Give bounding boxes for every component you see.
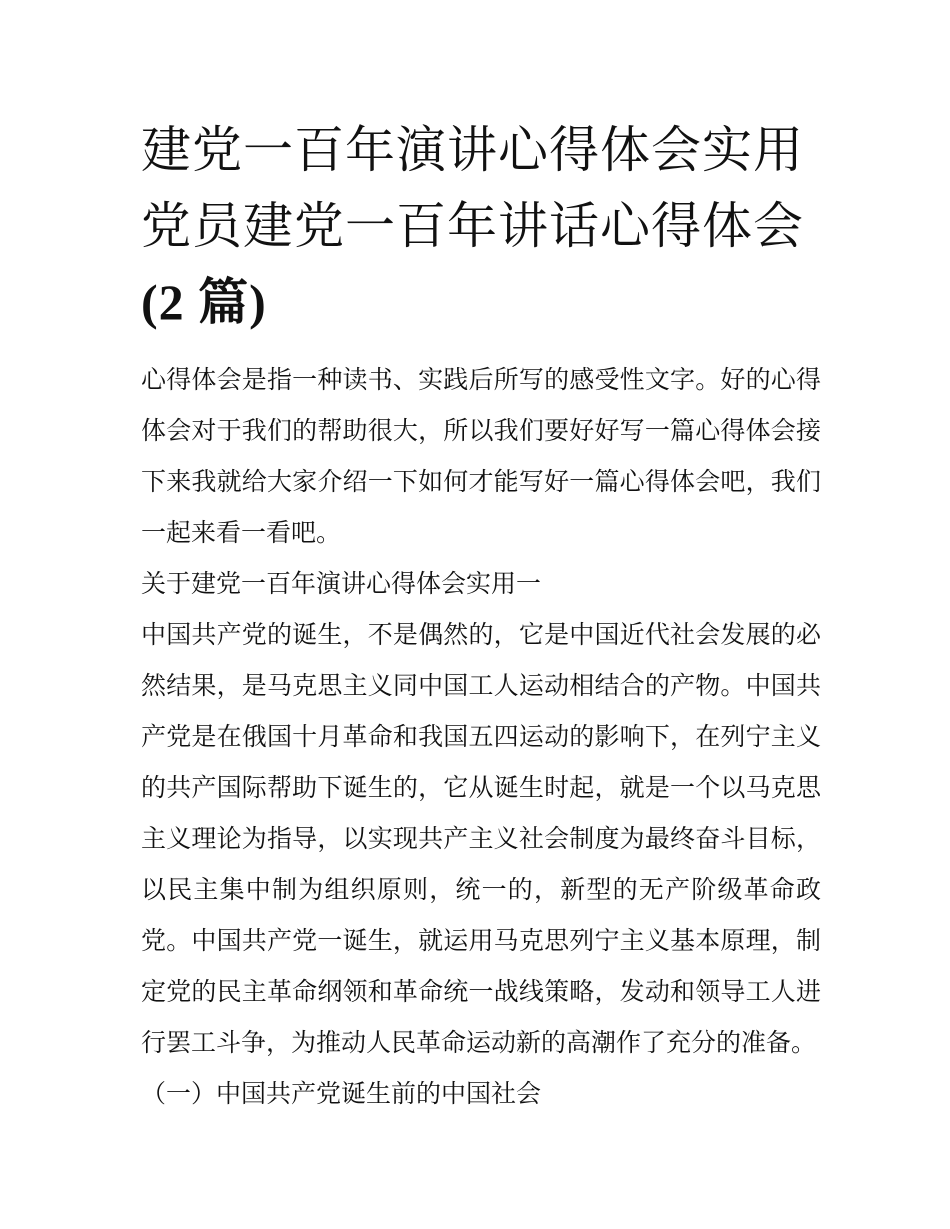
subsection-heading: （一）中国共产党诞生前的中国社会: [141, 1079, 542, 1108]
document-title: [141, 112, 821, 340]
body-paragraph: 中国共产党的诞生，不是偶然的，它是中国近代社会发展的必然结果，是马克思主义同中国工人运动相结合的产物。中国共产党是在俄国十月革命和我国五四运动的影响下，在列宁主义的共产国际帮助下诞生的，它从诞生时起，就是一个以马克思主义理论为指导，以实现共产主义社会制度为最终奋斗目标，以民主集中制为组织原则，统一的，新型的无产阶级革命政党。中国共产党一诞生，就运用马克思列宁主义基本原理，制定党的民主革命纲领和革命统一战线策略，发动和领导工人进行罢工斗争，为推动人民革命运动新的高潮作了充分的准备。: [141, 620, 821, 1057]
section-heading: 关于建党一百年演讲心得体会实用一: [141, 569, 542, 598]
title-line-3: (2 篇): [141, 274, 267, 330]
document-content: [141, 112, 821, 1119]
title-line-2: 党员建党一百年讲话心得体会: [141, 197, 804, 255]
intro-paragraph: 心得体会是指一种读书、实践后所写的感受性文字。好的心得体会对于我们的帮助很大，所以我们要好好写一篇心得体会接下来我就给大家介绍一下如何才能写好一篇心得体会吧，我们一起来看一看吧。: [141, 365, 821, 547]
title-line-1: 建党一百年演讲心得体会实用: [141, 121, 804, 179]
